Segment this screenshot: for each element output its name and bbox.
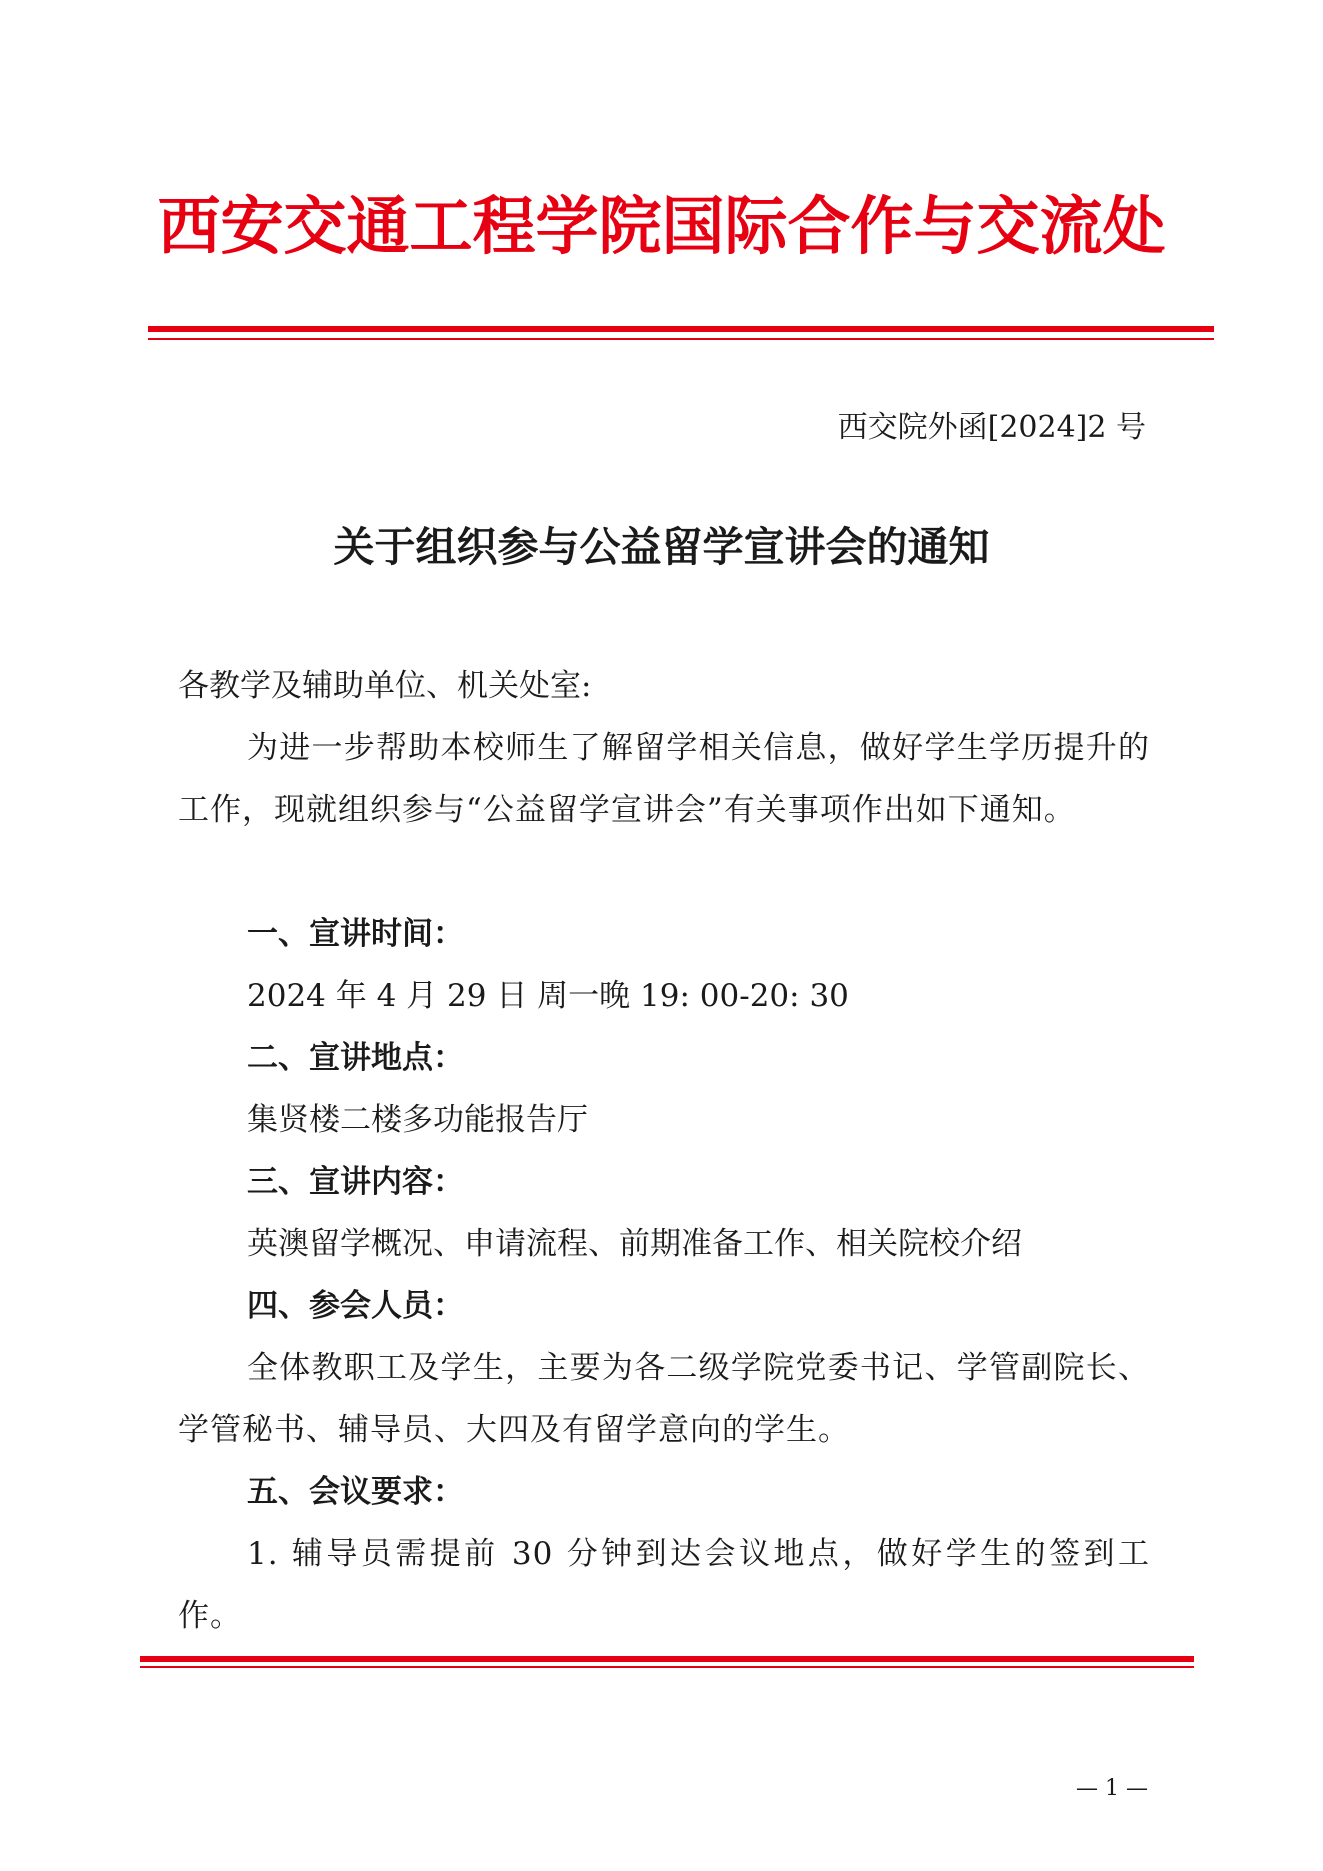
section-content-location: 集贤楼二楼多功能报告厅 (247, 1102, 588, 1138)
section-content-time: 2024 年 4 月 29 日 周一晚 19: 00-20: 30 (247, 978, 849, 1014)
section-heading-attendees: 四、参会人员： (247, 1288, 464, 1324)
section-heading-content: 三、宣讲内容： (247, 1164, 464, 1200)
section-content-attendees: 全体教职工及学生，主要为各二级学院党委书记、学管副院长、学管秘书、辅导员、大四及有留学意向的学生。 (178, 1350, 1150, 1448)
intro-paragraph: 为进一步帮助本校师生了解留学相关信息，做好学生学历提升的工作，现就组织参与“公益留学宣讲会”有关事项作出如下通知。 (178, 730, 1150, 828)
salutation: 各教学及辅助单位、机关处室: (178, 668, 592, 704)
org-header-title: 西安交通工程学院国际合作与交流处 (157, 189, 1166, 263)
page-number: — 1 — (1076, 1776, 1148, 1801)
section-heading-time: 一、宣讲时间： (247, 916, 464, 952)
document-number: 西交院外函[2024]2 号 (837, 410, 1146, 445)
footer-rule-thin (140, 1666, 1194, 1668)
footer-rule-thick (140, 1656, 1194, 1662)
header-rule-thin (148, 338, 1214, 340)
section-content-content: 英澳留学概况、申请流程、前期准备工作、相关院校介绍 (247, 1226, 1022, 1262)
section-heading-requirements: 五、会议要求： (247, 1474, 464, 1510)
section-content-requirements: 1. 辅导员需提前 30 分钟到达会议地点，做好学生的签到工作。 (178, 1536, 1150, 1634)
document-title: 关于组织参与公益留学宣讲会的通知 (333, 523, 990, 571)
section-heading-location: 二、宣讲地点： (247, 1040, 464, 1076)
header-rule-thick (148, 326, 1214, 332)
